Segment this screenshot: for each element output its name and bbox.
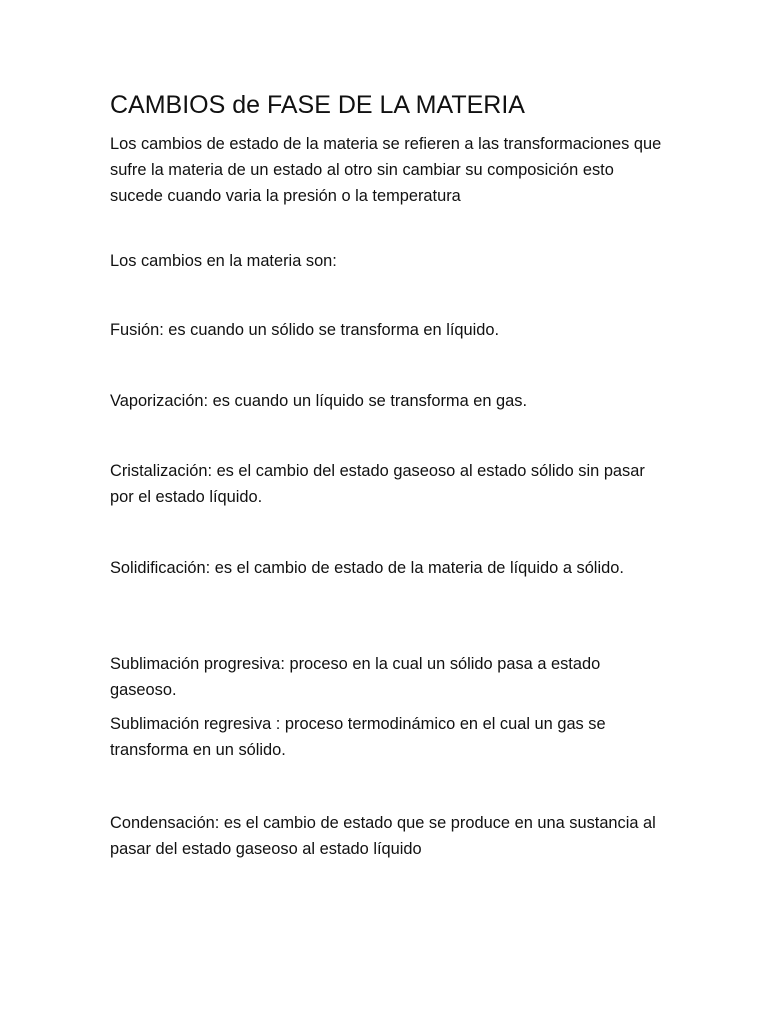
list-intro: Los cambios en la materia son:	[110, 252, 337, 270]
definition-vaporization: Vaporización: es cuando un líquido se transforma en gas.	[110, 392, 528, 410]
intro-paragraph: Los cambios de estado de la materia se refieren a las transformaciones que sufre la materia de un estado al otro sin cambiar su composición esto sucede cuando varia la presión o la temperatura	[110, 135, 662, 205]
definition-regressive-sublimation: Sublimación regresiva : proceso termodinámico en el cual un gas se transforma en un sólido.	[110, 715, 606, 759]
definition-solidification: Solidificación: es el cambio de estado de la materia de líquido a sólido.	[110, 559, 624, 577]
definition-progressive-sublimation: Sublimación progresiva: proceso en la cual un sólido pasa a estado gaseoso.	[110, 655, 601, 699]
definition-crystallization: Cristalización: es el cambio del estado gaseoso al estado sólido sin pasar por el estado líquido.	[110, 462, 645, 506]
definition-condensation: Condensación: es el cambio de estado que se produce en una sustancia al pasar del estado gaseoso al estado líquido	[110, 814, 656, 858]
page-title: CAMBIOS de FASE DE LA MATERIA	[110, 91, 525, 119]
definition-fusion: Fusión: es cuando un sólido se transforma en líquido.	[110, 321, 500, 339]
